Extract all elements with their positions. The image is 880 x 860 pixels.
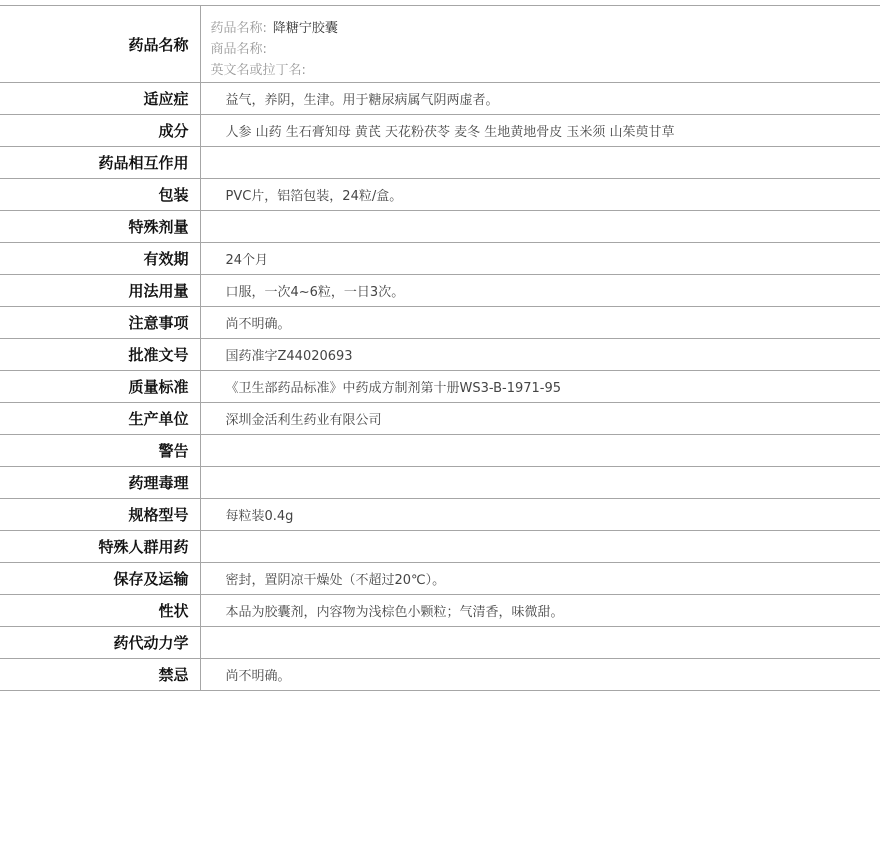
row-value: 人参 山药 生石膏知母 黄芪 天花粉茯苓 麦冬 生地黄地骨皮 玉米须 山茱萸甘草 <box>200 115 880 147</box>
latin-name-key: 英文名或拉丁名: <box>210 62 306 78</box>
drug-name-values <box>200 6 880 83</box>
row-label: 保存及运输 <box>0 563 200 595</box>
drug-name-row <box>0 6 880 83</box>
table-row <box>0 211 880 243</box>
table-row <box>0 435 880 467</box>
row-value <box>200 467 880 499</box>
table-row <box>0 467 880 499</box>
row-label: 质量标准 <box>0 371 200 403</box>
table-row <box>0 115 880 147</box>
table-row <box>0 627 880 659</box>
table-row <box>0 243 880 275</box>
drug-info-table <box>0 5 880 691</box>
row-value <box>200 435 880 467</box>
row-label: 有效期 <box>0 243 200 275</box>
row-value <box>200 147 880 179</box>
row-label: 药代动力学 <box>0 627 200 659</box>
table-row <box>0 307 880 339</box>
row-label: 生产单位 <box>0 403 200 435</box>
row-label: 包装 <box>0 179 200 211</box>
row-label: 禁忌 <box>0 659 200 691</box>
table-row <box>0 499 880 531</box>
row-label: 规格型号 <box>0 499 200 531</box>
row-value: 尚不明确。 <box>200 307 880 339</box>
table-row <box>0 83 880 115</box>
row-label: 特殊剂量 <box>0 211 200 243</box>
generic-name-key: 药品名称: <box>210 20 267 36</box>
generic-name-line <box>211 18 880 39</box>
row-value: 每粒装0.4g <box>200 499 880 531</box>
row-label: 注意事项 <box>0 307 200 339</box>
row-value: 国药准字Z44020693 <box>200 339 880 371</box>
row-label: 批准文号 <box>0 339 200 371</box>
table-row <box>0 403 880 435</box>
row-value <box>200 211 880 243</box>
table-row <box>0 659 880 691</box>
row-value <box>200 627 880 659</box>
table-row <box>0 147 880 179</box>
table-row <box>0 563 880 595</box>
drug-name-label: 药品名称 <box>0 6 200 83</box>
row-label: 用法用量 <box>0 275 200 307</box>
latin-name-line <box>211 60 880 81</box>
trade-name-key: 商品名称: <box>210 41 267 57</box>
generic-name-value: 降糖宁胶囊 <box>272 20 338 36</box>
table-row <box>0 371 880 403</box>
row-value: PVC片，铝箔包装，24粒/盒。 <box>200 179 880 211</box>
table-row <box>0 275 880 307</box>
row-value <box>200 531 880 563</box>
row-label: 性状 <box>0 595 200 627</box>
row-label: 药理毒理 <box>0 467 200 499</box>
table-row <box>0 339 880 371</box>
row-label: 警告 <box>0 435 200 467</box>
row-value: 24个月 <box>200 243 880 275</box>
row-value: 尚不明确。 <box>200 659 880 691</box>
table-row <box>0 595 880 627</box>
row-value: 《卫生部药品标准》中药成方制剂第十册WS3-B-1971-95 <box>200 371 880 403</box>
row-value: 密封，置阴凉干燥处（不超过20℃）。 <box>200 563 880 595</box>
row-value: 益气，养阴，生津。用于糖尿病属气阴两虚者。 <box>200 83 880 115</box>
trade-name-line <box>211 39 880 60</box>
table-row <box>0 179 880 211</box>
row-value: 本品为胶囊剂，内容物为浅棕色小颗粒；气清香，味微甜。 <box>200 595 880 627</box>
row-label: 特殊人群用药 <box>0 531 200 563</box>
row-label: 适应症 <box>0 83 200 115</box>
row-value: 口服，一次4~6粒，一日3次。 <box>200 275 880 307</box>
table-row <box>0 531 880 563</box>
row-label: 成分 <box>0 115 200 147</box>
row-value: 深圳金活利生药业有限公司 <box>200 403 880 435</box>
row-label: 药品相互作用 <box>0 147 200 179</box>
